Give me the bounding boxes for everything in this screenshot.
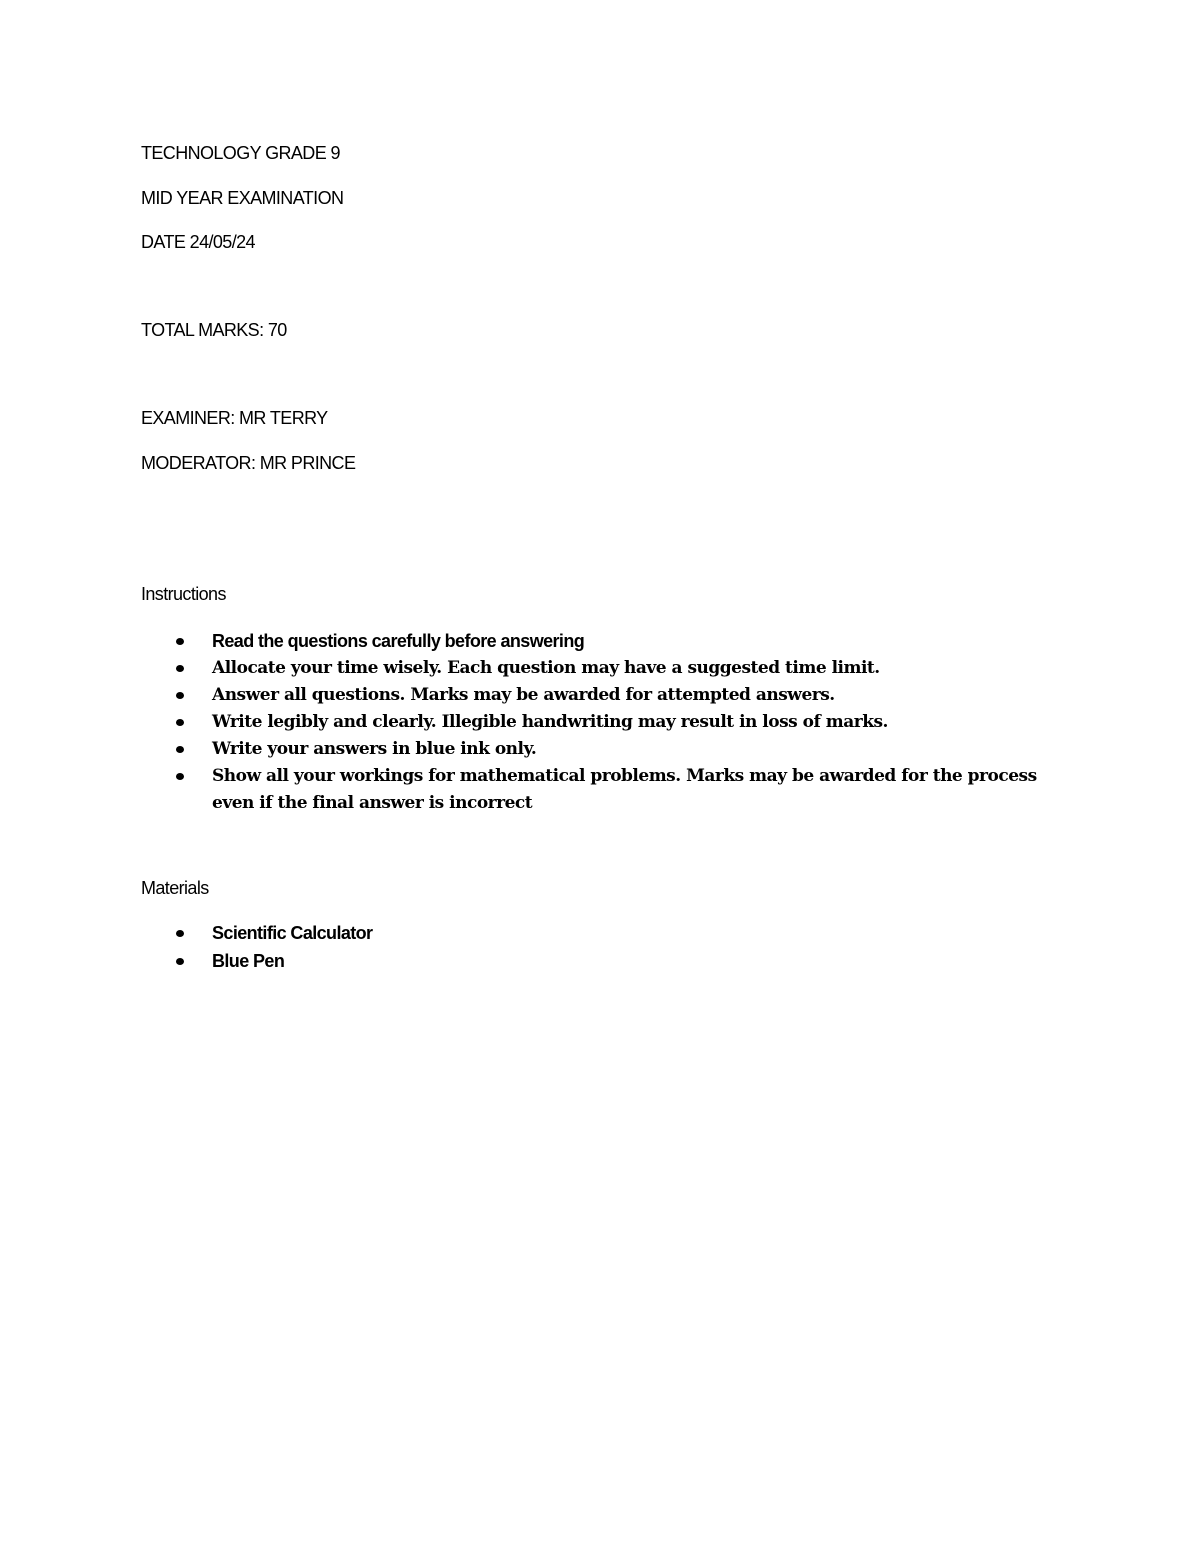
materials-heading: Materials: [141, 878, 209, 898]
instruction-text: Read the questions carefully before answering: [212, 631, 585, 651]
bullet-icon: [176, 665, 184, 672]
material-text: Blue Pen: [212, 951, 285, 971]
bullet-icon: [176, 719, 184, 726]
subject-title: TECHNOLOGY GRADE 9: [141, 143, 340, 163]
moderator: MODERATOR: MR PRINCE: [141, 453, 356, 473]
bullet-icon: [176, 638, 184, 645]
bullet-icon: [176, 958, 184, 965]
bullet-icon: [176, 930, 184, 937]
materials-list: [0, 919, 1072, 975]
bullet-icon: [176, 692, 184, 699]
instructions-heading: Instructions: [141, 584, 226, 604]
bullet-icon: [176, 746, 184, 753]
instruction-text: Show all your workings for mathematical problems. Marks may be awarded for the process even if the final answer is incorrect: [212, 766, 1037, 813]
list-item: [0, 763, 1072, 817]
list-item: [0, 682, 1072, 709]
list-item: [0, 736, 1072, 763]
bullet-icon: [176, 773, 184, 780]
list-item: [0, 919, 1072, 947]
instruction-text: Allocate your time wisely. Each question may have a suggested time limit.: [212, 658, 880, 678]
examiner: EXAMINER: MR TERRY: [141, 408, 328, 428]
list-item: [0, 628, 1072, 655]
instruction-text: Answer all questions. Marks may be awarded for attempted answers.: [212, 685, 835, 705]
list-item: [0, 655, 1072, 682]
instructions-list: [0, 628, 1072, 817]
exam-title: MID YEAR EXAMINATION: [141, 188, 344, 208]
list-item: [0, 947, 1072, 975]
list-item: [0, 709, 1072, 736]
exam-date: DATE 24/05/24: [141, 232, 255, 252]
total-marks: TOTAL MARKS: 70: [141, 320, 287, 340]
instruction-text: Write your answers in blue ink only.: [212, 739, 537, 759]
instruction-text: Write legibly and clearly. Illegible handwriting may result in loss of marks.: [212, 712, 888, 732]
material-text: Scientific Calculator: [212, 923, 373, 943]
